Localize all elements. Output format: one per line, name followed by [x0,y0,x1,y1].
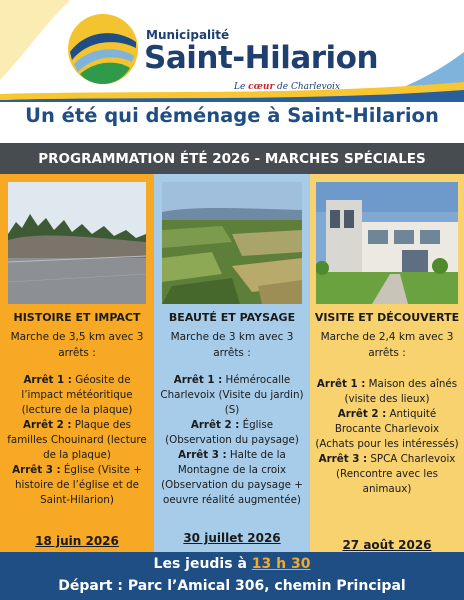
building-photo-image [316,182,458,304]
walk-column-landscape [154,174,310,562]
stops-list [314,377,460,497]
stop-item: Arrêt 1 : Hémérocalle Charlevoix (Visite du jardin) (S) [160,374,304,416]
schedule-line: Les jeudis à 13 h 30 [153,556,311,572]
stops-list [158,373,306,508]
stop-item: Arrêt 3 : Église (Visite + histoire de l’église et de Saint-Hilarion) [12,464,142,506]
stop-item: Arrêt 1 : Maison des aînés (visite des lieux) [316,378,458,405]
column-intro: Marche de 2,4 km avec 3 arrêts : [320,331,454,359]
start-time: 13 h 30 [251,556,311,572]
municipality-name: Saint-Hilarion [144,40,379,76]
header [0,0,464,102]
column-title: BEAUTÉ ET PAYSAGE [168,311,296,324]
walk-date: 30 juillet 2026 [183,531,281,545]
tagline: Le cœur de Charlevoix [234,82,341,92]
stop-item: Arrêt 2 : Église (Observation du paysage) [165,419,299,446]
building-photo [316,182,458,304]
walk-date: 27 août 2026 [342,538,432,552]
hero-title: Un été qui déménage à Saint-Hilarion [25,104,439,127]
column-intro: Marche de 3 km avec 3 arrêts : [170,331,294,359]
stops-list [4,373,150,508]
footer [0,552,464,600]
road-photo-image [8,182,146,304]
column-intro: Marche de 3,5 km avec 3 arrêts : [10,331,144,359]
municipality-logo-icon [66,12,140,86]
walk-column-discovery [310,174,464,562]
stop-item: Arrêt 2 : Plaque des familles Chouinard (lecture de la plaque) [7,419,147,461]
walk-date: 18 juin 2026 [35,534,119,548]
program-banner: PROGRAMMATION ÉTÉ 2026 - MARCHES SPÉCIALES [0,143,464,174]
column-title: HISTOIRE ET IMPACT [13,311,141,324]
stop-item: Arrêt 3 : SPCA Charlevoix (Rencontre avec les animaux) [318,453,456,495]
stop-item: Arrêt 3 : Halte de la Montagne de la croix (Observation du paysage + oeuvre réalité augmentée) [161,449,303,506]
landscape-photo-image [162,182,302,304]
column-title: VISITE ET DÉCOUVERTE [314,311,460,324]
departure-line: Départ : Parc l’Amical 306, chemin Principal [58,578,406,594]
landscape-photo [162,182,302,304]
municipality-label: Municipalité [146,28,230,42]
walk-column-history [0,174,154,562]
stop-item: Arrêt 1 : Géosite de l’impact météoritique (lecture de la plaque) [21,374,133,416]
road-photo [8,182,146,304]
stop-item: Arrêt 2 : Antiquité Brocante Charlevoix (Achats pour les intéressés) [315,408,459,450]
